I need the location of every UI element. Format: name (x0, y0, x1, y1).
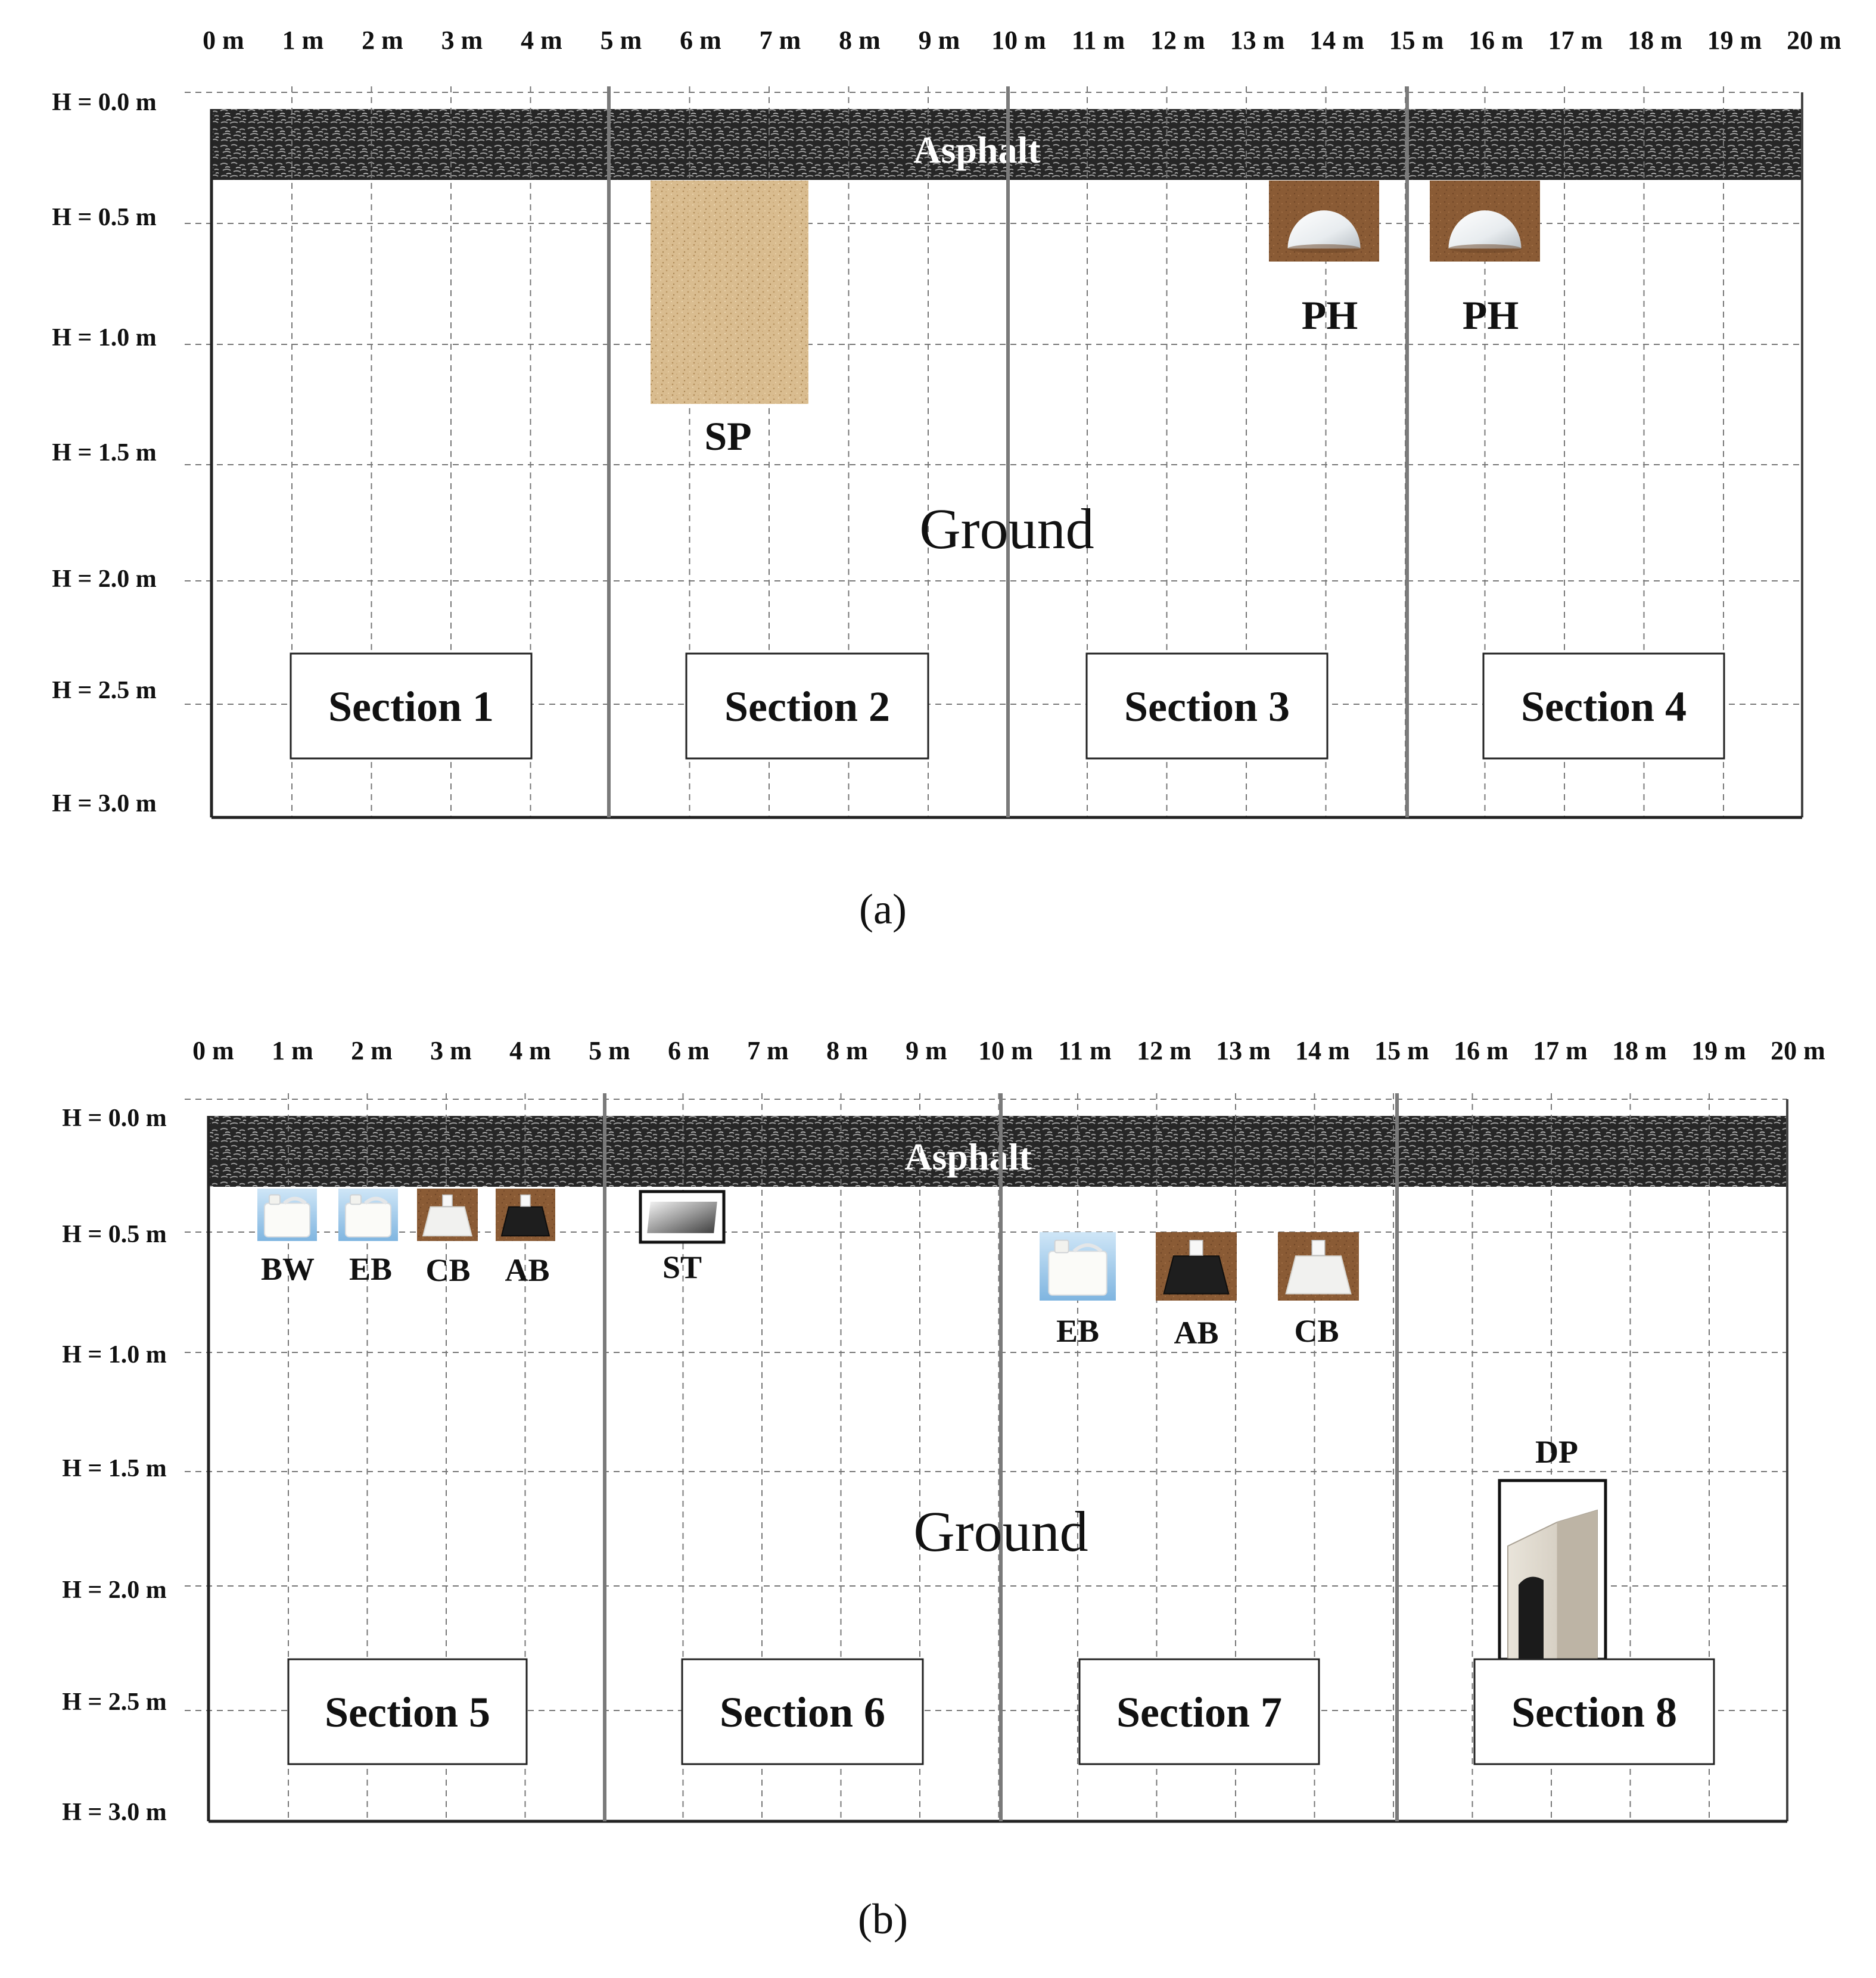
depth-label: H = 0.0 m (52, 89, 157, 116)
x-axis-tick-label: 5 m (589, 1036, 630, 1065)
panel2-obj3-dark-board (496, 1189, 555, 1241)
jerrycan-cap (1055, 1240, 1069, 1253)
marker-tag (443, 1195, 452, 1206)
ground-label: Ground (913, 1500, 1088, 1563)
x-axis-tick-label: 20 m (1787, 26, 1841, 55)
x-axis-tick-label: 0 m (203, 26, 244, 55)
x-axis-tick-label: 11 m (1071, 26, 1125, 55)
panel-caption: (a) (859, 885, 907, 933)
depth-label: H = 0.5 m (62, 1221, 167, 1248)
panel2-obj1-jerrycan (338, 1189, 398, 1241)
x-axis-tick-label: 12 m (1137, 1036, 1191, 1065)
jerrycan-body (346, 1203, 391, 1237)
x-axis-tick-label: 0 m (192, 1036, 234, 1065)
x-axis-tick-label: 6 m (668, 1036, 710, 1065)
panel2-obj8-concrete-pipe (1499, 1481, 1606, 1659)
jerrycan-cap (350, 1195, 361, 1205)
panel2-obj2-white-board (417, 1189, 478, 1241)
depth-label: H = 0.0 m (62, 1105, 167, 1132)
x-axis-tick-label: 3 m (430, 1036, 472, 1065)
panel2-obj4-steel-plate (640, 1192, 724, 1242)
panel1-obj0-sand (651, 181, 808, 404)
x-axis-tick-label: 9 m (918, 26, 960, 55)
jerrycan-body (265, 1203, 310, 1237)
steel-plate (647, 1202, 717, 1233)
section-label: Section 3 (1124, 683, 1290, 730)
x-axis-tick-label: 11 m (1058, 1036, 1112, 1065)
asphalt-label: Asphalt (904, 1136, 1032, 1178)
depth-label: H = 3.0 m (62, 1799, 167, 1826)
panel1-obj1-dome (1269, 181, 1379, 262)
concrete-board (423, 1207, 472, 1236)
object-label-sp: SP (704, 413, 752, 459)
depth-label: H = 2.0 m (62, 1576, 167, 1604)
section-label: Section 4 (1521, 683, 1687, 730)
object-label-st: ST (662, 1249, 702, 1285)
x-axis-tick-label: 8 m (826, 1036, 868, 1065)
x-axis-tick-label: 16 m (1469, 26, 1523, 55)
section-label: Section 2 (724, 683, 890, 730)
panel-a (52, 26, 1841, 933)
object-label-eb: EB (1056, 1313, 1100, 1349)
x-axis-tick-label: 1 m (282, 26, 324, 55)
marker-tag (1190, 1240, 1203, 1255)
x-axis-tick-label: 14 m (1295, 1036, 1350, 1065)
object-label-ph: PH (1301, 293, 1358, 338)
x-axis-tick-label: 2 m (351, 1036, 393, 1065)
object-label-cb: CB (425, 1252, 471, 1288)
depth-label: H = 1.5 m (62, 1455, 167, 1482)
x-axis-tick-label: 12 m (1150, 26, 1205, 55)
x-axis-tick-label: 15 m (1374, 1036, 1429, 1065)
dome-shadow (1448, 244, 1521, 253)
object-label-dp: DP (1535, 1434, 1578, 1470)
x-axis-tick-label: 18 m (1612, 1036, 1667, 1065)
jerrycan-body (1049, 1251, 1106, 1295)
section-label: Section 7 (1116, 1688, 1282, 1736)
depth-label: H = 2.5 m (52, 677, 157, 704)
x-axis-tick-label: 19 m (1691, 1036, 1746, 1065)
pipe-side (1557, 1510, 1598, 1659)
x-axis-tick-label: 14 m (1309, 26, 1364, 55)
asphalt-board (1164, 1256, 1229, 1293)
object-label-cb: CB (1294, 1313, 1339, 1349)
object-label-ab: AB (505, 1252, 550, 1288)
x-axis-tick-label: 13 m (1216, 1036, 1271, 1065)
x-axis-tick-label: 10 m (991, 26, 1046, 55)
sand-patch (651, 181, 808, 404)
x-axis-tick-label: 10 m (978, 1036, 1033, 1065)
x-axis-tick-label: 20 m (1771, 1036, 1825, 1065)
x-axis-tick-label: 18 m (1628, 26, 1682, 55)
concrete-board (1286, 1256, 1351, 1293)
panel-b (62, 1036, 1825, 1943)
marker-tag (521, 1195, 530, 1206)
ground-label: Ground (919, 497, 1094, 561)
x-axis-tick-label: 3 m (441, 26, 483, 55)
x-axis-tick-label: 17 m (1533, 1036, 1588, 1065)
x-axis-tick-label: 15 m (1389, 26, 1444, 55)
object-label-ph: PH (1462, 293, 1519, 338)
depth-label: H = 0.5 m (52, 204, 157, 231)
depth-label: H = 2.0 m (52, 565, 157, 593)
x-axis-tick-label: 19 m (1707, 26, 1762, 55)
panel2-obj7-white-board (1278, 1232, 1359, 1301)
object-label-eb: EB (349, 1251, 393, 1287)
x-axis-tick-label: 4 m (509, 1036, 551, 1065)
panel1-obj2-dome (1430, 181, 1540, 262)
x-axis-tick-label: 8 m (839, 26, 881, 55)
x-axis-tick-label: 6 m (680, 26, 721, 55)
section-label: Section 5 (325, 1688, 490, 1736)
x-axis-tick-label: 1 m (272, 1036, 313, 1065)
x-axis-tick-label: 4 m (521, 26, 562, 55)
section-label: Section 1 (328, 683, 494, 730)
object-label-ab: AB (1174, 1315, 1219, 1351)
panel2-obj0-jerrycan (257, 1189, 317, 1241)
panel2-obj5-jerrycan (1040, 1232, 1116, 1301)
x-axis-tick-label: 7 m (759, 26, 801, 55)
marker-tag (1312, 1240, 1325, 1255)
pipe-opening (1519, 1577, 1544, 1659)
x-axis-tick-label: 2 m (362, 26, 403, 55)
asphalt-label: Asphalt (913, 129, 1041, 171)
depth-label: H = 1.5 m (52, 439, 157, 466)
dome-shadow (1287, 244, 1360, 253)
depth-label: H = 1.0 m (62, 1341, 167, 1369)
panel-caption: (b) (858, 1895, 908, 1943)
asphalt-board (502, 1207, 549, 1236)
x-axis-tick-label: 5 m (600, 26, 642, 55)
section-label: Section 6 (720, 1688, 885, 1736)
jerrycan-cap (269, 1195, 280, 1205)
section-label: Section 8 (1511, 1688, 1677, 1736)
x-axis-tick-label: 7 m (747, 1036, 789, 1065)
x-axis-tick-label: 13 m (1230, 26, 1285, 55)
x-axis-tick-label: 16 m (1454, 1036, 1508, 1065)
depth-label: H = 2.5 m (62, 1688, 167, 1716)
x-axis-tick-label: 9 m (906, 1036, 947, 1065)
depth-label: H = 1.0 m (52, 324, 157, 352)
object-label-bw: BW (260, 1251, 315, 1287)
depth-label: H = 3.0 m (52, 790, 157, 817)
x-axis-tick-label: 17 m (1548, 26, 1603, 55)
panel2-obj6-dark-board (1156, 1232, 1237, 1301)
